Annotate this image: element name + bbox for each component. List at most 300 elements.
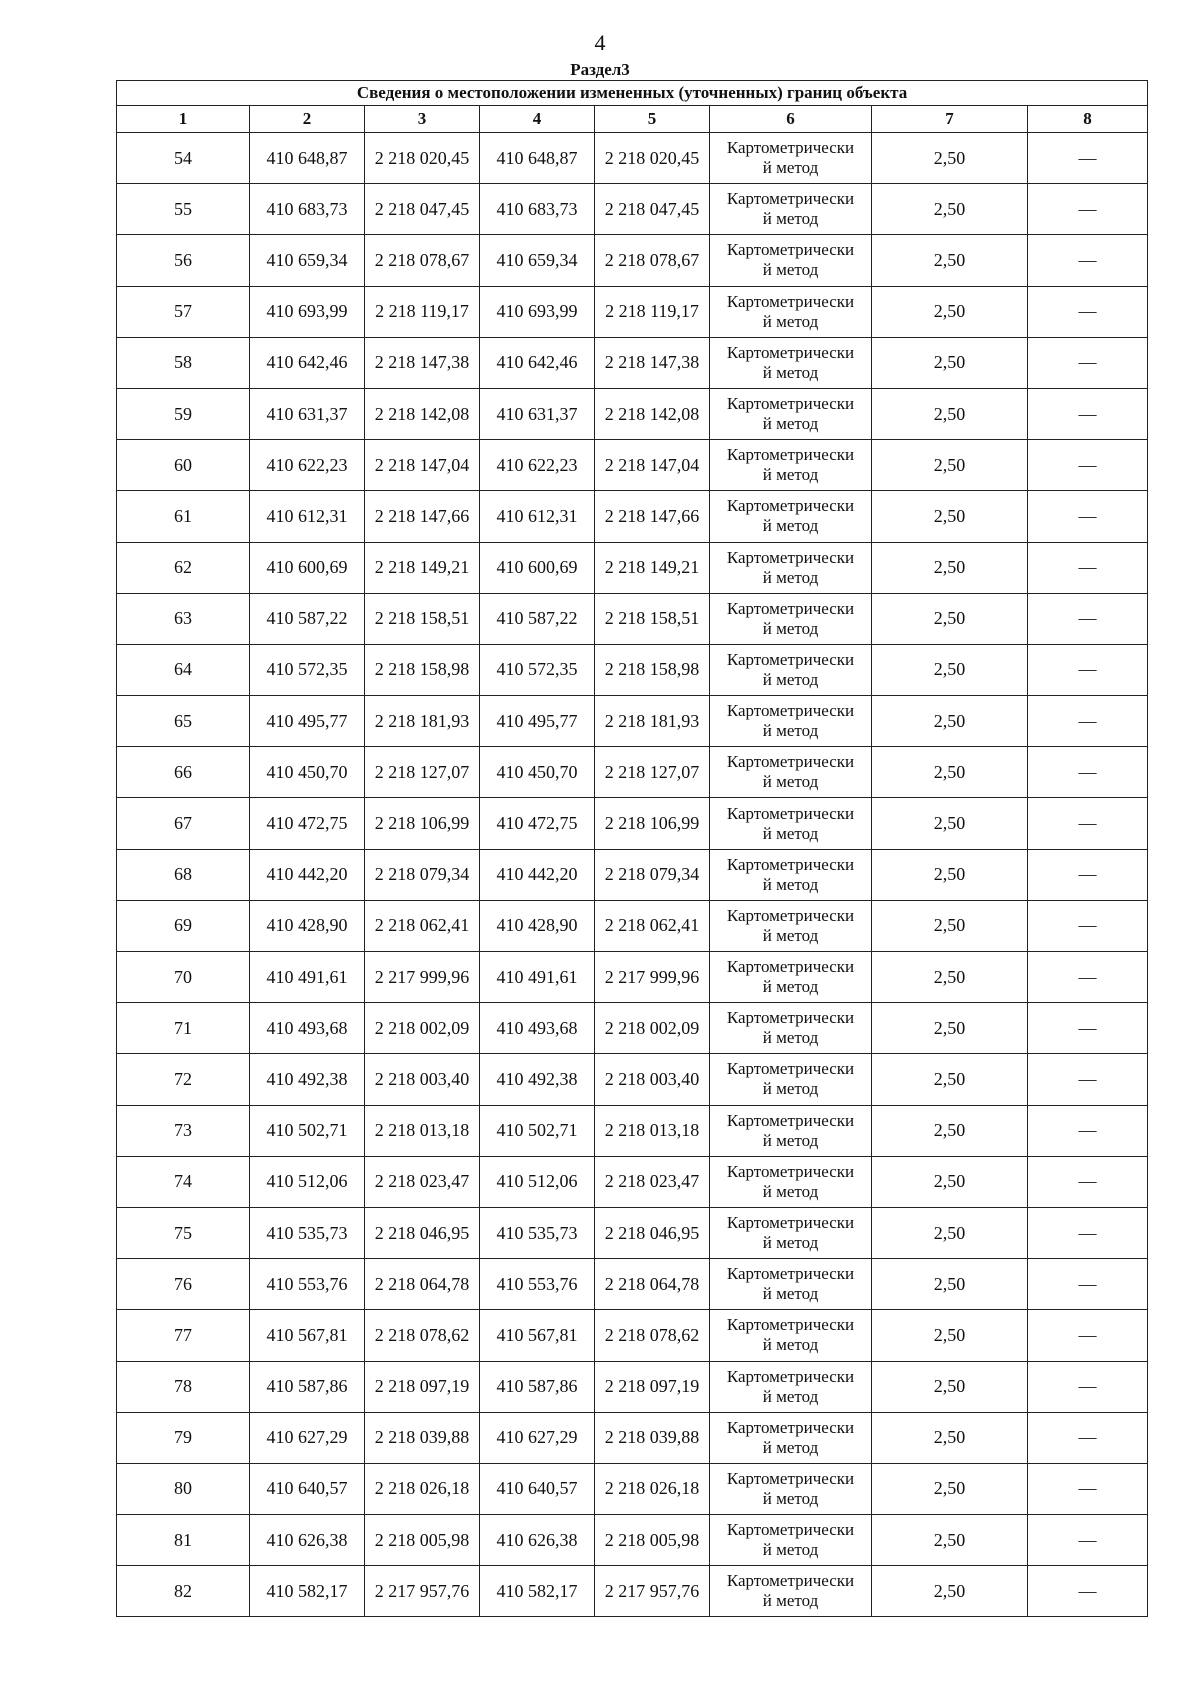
old-x-cell: 410 622,23 <box>250 440 365 491</box>
old-x-cell: 410 612,31 <box>250 491 365 542</box>
method-line-2: й метод <box>762 1488 819 1508</box>
old-x-cell: 410 683,73 <box>250 184 365 235</box>
description-cell: — <box>1028 1003 1148 1054</box>
table-row <box>117 696 1148 747</box>
table-row <box>117 1412 1148 1463</box>
point-number-cell: 74 <box>117 1156 250 1207</box>
old-x-cell: 410 492,38 <box>250 1054 365 1105</box>
new-y-cell: 2 218 106,99 <box>595 798 710 849</box>
description-cell: — <box>1028 184 1148 235</box>
method-line-2: й метод <box>762 311 819 331</box>
accuracy-cell: 2,50 <box>872 1207 1028 1258</box>
new-y-cell: 2 218 097,19 <box>595 1361 710 1412</box>
new-x-cell: 410 512,06 <box>480 1156 595 1207</box>
method-line-2: й метод <box>762 925 819 945</box>
point-number-cell: 55 <box>117 184 250 235</box>
old-x-cell: 410 631,37 <box>250 388 365 439</box>
method-line-2: й метод <box>762 1386 819 1406</box>
method-line-1: Картометрически <box>726 342 855 362</box>
method-line-2: й метод <box>762 414 819 434</box>
new-y-cell: 2 218 119,17 <box>595 286 710 337</box>
description-cell: — <box>1028 849 1148 900</box>
new-x-cell: 410 587,22 <box>480 593 595 644</box>
accuracy-cell: 2,50 <box>872 1105 1028 1156</box>
method-line-2: й метод <box>762 209 819 229</box>
method-line-1: Картометрически <box>726 1213 855 1233</box>
old-x-cell: 410 627,29 <box>250 1412 365 1463</box>
description-cell: — <box>1028 952 1148 1003</box>
point-number-cell: 61 <box>117 491 250 542</box>
new-x-cell: 410 450,70 <box>480 747 595 798</box>
point-number-cell: 64 <box>117 644 250 695</box>
old-x-cell: 410 659,34 <box>250 235 365 286</box>
method-line-2: й метод <box>762 260 819 280</box>
method-cell <box>710 1310 872 1361</box>
new-y-cell: 2 218 142,08 <box>595 388 710 439</box>
old-x-cell: 410 587,22 <box>250 593 365 644</box>
method-line-1: Картометрически <box>726 854 855 874</box>
table-row <box>117 747 1148 798</box>
column-number: 4 <box>480 106 595 133</box>
method-cell <box>710 1361 872 1412</box>
column-number: 5 <box>595 106 710 133</box>
method-line-1: Картометрически <box>726 1520 855 1540</box>
point-number-cell: 54 <box>117 133 250 184</box>
method-cell <box>710 1054 872 1105</box>
column-number: 3 <box>365 106 480 133</box>
new-y-cell: 2 218 064,78 <box>595 1259 710 1310</box>
table-row <box>117 1361 1148 1412</box>
table-row <box>117 1207 1148 1258</box>
new-x-cell: 410 612,31 <box>480 491 595 542</box>
table-row <box>117 1003 1148 1054</box>
new-y-cell: 2 218 062,41 <box>595 900 710 951</box>
point-number-cell: 81 <box>117 1515 250 1566</box>
new-y-cell: 2 218 046,95 <box>595 1207 710 1258</box>
table-row <box>117 900 1148 951</box>
table-row <box>117 235 1148 286</box>
description-cell: — <box>1028 798 1148 849</box>
old-y-cell: 2 218 158,51 <box>365 593 480 644</box>
old-y-cell: 2 217 999,96 <box>365 952 480 1003</box>
accuracy-cell: 2,50 <box>872 952 1028 1003</box>
new-y-cell: 2 218 005,98 <box>595 1515 710 1566</box>
new-y-cell: 2 218 158,51 <box>595 593 710 644</box>
new-x-cell: 410 640,57 <box>480 1463 595 1514</box>
new-x-cell: 410 491,61 <box>480 952 595 1003</box>
point-number-cell: 56 <box>117 235 250 286</box>
description-cell: — <box>1028 1412 1148 1463</box>
table-row <box>117 1566 1148 1617</box>
new-x-cell: 410 587,86 <box>480 1361 595 1412</box>
method-line-2: й метод <box>762 1079 819 1099</box>
description-cell: — <box>1028 1310 1148 1361</box>
method-line-2: й метод <box>762 1130 819 1150</box>
point-number-cell: 80 <box>117 1463 250 1514</box>
new-x-cell: 410 472,75 <box>480 798 595 849</box>
method-line-2: й метод <box>762 516 819 536</box>
page-number: 4 <box>594 30 606 55</box>
old-y-cell: 2 218 142,08 <box>365 388 480 439</box>
old-x-cell: 410 428,90 <box>250 900 365 951</box>
description-cell: — <box>1028 1566 1148 1617</box>
table-row <box>117 1156 1148 1207</box>
table-row <box>117 1259 1148 1310</box>
method-line-1: Картометрически <box>726 496 855 516</box>
method-line-1: Картометрически <box>726 1161 855 1181</box>
method-line-1: Картометрически <box>726 598 855 618</box>
new-y-cell: 2 218 149,21 <box>595 542 710 593</box>
accuracy-cell: 2,50 <box>872 593 1028 644</box>
old-y-cell: 2 218 047,45 <box>365 184 480 235</box>
description-cell: — <box>1028 1515 1148 1566</box>
method-line-2: й метод <box>762 465 819 485</box>
table-row <box>117 849 1148 900</box>
description-cell: — <box>1028 1259 1148 1310</box>
method-cell <box>710 1463 872 1514</box>
method-line-1: Картометрически <box>726 1264 855 1284</box>
accuracy-cell: 2,50 <box>872 1463 1028 1514</box>
method-line-1: Картометрически <box>726 1417 855 1437</box>
method-cell <box>710 747 872 798</box>
accuracy-cell: 2,50 <box>872 235 1028 286</box>
description-cell: — <box>1028 491 1148 542</box>
table-row <box>117 644 1148 695</box>
column-number: 8 <box>1028 106 1148 133</box>
method-line-2: й метод <box>762 1540 819 1560</box>
method-line-1: Картометрически <box>726 905 855 925</box>
method-cell <box>710 798 872 849</box>
old-x-cell: 410 582,17 <box>250 1566 365 1617</box>
new-y-cell: 2 217 999,96 <box>595 952 710 1003</box>
accuracy-cell: 2,50 <box>872 1566 1028 1617</box>
point-number-cell: 58 <box>117 337 250 388</box>
new-y-cell: 2 218 078,62 <box>595 1310 710 1361</box>
description-cell: — <box>1028 440 1148 491</box>
method-cell <box>710 1566 872 1617</box>
new-y-cell: 2 218 079,34 <box>595 849 710 900</box>
table-row <box>117 440 1148 491</box>
method-line-2: й метод <box>762 874 819 894</box>
new-x-cell: 410 502,71 <box>480 1105 595 1156</box>
new-y-cell: 2 218 002,09 <box>595 1003 710 1054</box>
old-y-cell: 2 218 020,45 <box>365 133 480 184</box>
method-cell <box>710 286 872 337</box>
new-x-cell: 410 693,99 <box>480 286 595 337</box>
table-row <box>117 388 1148 439</box>
method-cell <box>710 184 872 235</box>
point-number-cell: 59 <box>117 388 250 439</box>
old-y-cell: 2 218 003,40 <box>365 1054 480 1105</box>
accuracy-cell: 2,50 <box>872 1310 1028 1361</box>
old-x-cell: 410 442,20 <box>250 849 365 900</box>
new-y-cell: 2 218 147,66 <box>595 491 710 542</box>
old-x-cell: 410 493,68 <box>250 1003 365 1054</box>
old-y-cell: 2 218 064,78 <box>365 1259 480 1310</box>
new-y-cell: 2 218 013,18 <box>595 1105 710 1156</box>
old-y-cell: 2 218 149,21 <box>365 542 480 593</box>
table-row <box>117 133 1148 184</box>
method-cell <box>710 1412 872 1463</box>
method-line-1: Картометрически <box>726 394 855 414</box>
description-cell: — <box>1028 1361 1148 1412</box>
old-y-cell: 2 218 097,19 <box>365 1361 480 1412</box>
point-number-cell: 63 <box>117 593 250 644</box>
old-x-cell: 410 642,46 <box>250 337 365 388</box>
new-y-cell: 2 218 181,93 <box>595 696 710 747</box>
old-y-cell: 2 218 147,66 <box>365 491 480 542</box>
description-cell: — <box>1028 1463 1148 1514</box>
column-number: 2 <box>250 106 365 133</box>
new-y-cell: 2 217 957,76 <box>595 1566 710 1617</box>
new-y-cell: 2 218 020,45 <box>595 133 710 184</box>
table-row <box>117 1515 1148 1566</box>
new-y-cell: 2 218 026,18 <box>595 1463 710 1514</box>
method-line-1: Картометрически <box>726 1468 855 1488</box>
method-line-1: Картометрически <box>726 649 855 669</box>
method-line-2: й метод <box>762 977 819 997</box>
method-line-1: Картометрически <box>726 752 855 772</box>
old-y-cell: 2 218 078,62 <box>365 1310 480 1361</box>
method-line-2: й метод <box>762 1181 819 1201</box>
method-line-2: й метод <box>762 669 819 689</box>
column-number: 7 <box>872 106 1028 133</box>
old-y-cell: 2 218 023,47 <box>365 1156 480 1207</box>
method-cell <box>710 388 872 439</box>
method-line-2: й метод <box>762 362 819 382</box>
description-cell: — <box>1028 1156 1148 1207</box>
table-row <box>117 1310 1148 1361</box>
old-y-cell: 2 218 062,41 <box>365 900 480 951</box>
table-row <box>117 952 1148 1003</box>
method-cell <box>710 849 872 900</box>
method-cell <box>710 491 872 542</box>
old-x-cell: 410 626,38 <box>250 1515 365 1566</box>
old-x-cell: 410 640,57 <box>250 1463 365 1514</box>
accuracy-cell: 2,50 <box>872 696 1028 747</box>
point-number-cell: 60 <box>117 440 250 491</box>
description-cell: — <box>1028 696 1148 747</box>
boundary-table <box>116 80 1148 1617</box>
method-line-1: Картометрически <box>726 803 855 823</box>
new-y-cell: 2 218 158,98 <box>595 644 710 695</box>
method-cell <box>710 696 872 747</box>
description-cell: — <box>1028 593 1148 644</box>
description-cell: — <box>1028 286 1148 337</box>
point-number-cell: 72 <box>117 1054 250 1105</box>
method-cell <box>710 593 872 644</box>
old-x-cell: 410 450,70 <box>250 747 365 798</box>
point-number-cell: 69 <box>117 900 250 951</box>
method-cell <box>710 1003 872 1054</box>
table-row <box>117 798 1148 849</box>
method-line-2: й метод <box>762 618 819 638</box>
point-number-cell: 77 <box>117 1310 250 1361</box>
method-line-2: й метод <box>762 721 819 741</box>
old-y-cell: 2 218 147,04 <box>365 440 480 491</box>
old-x-cell: 410 600,69 <box>250 542 365 593</box>
new-y-cell: 2 218 023,47 <box>595 1156 710 1207</box>
method-line-2: й метод <box>762 1335 819 1355</box>
table-body <box>117 133 1148 1617</box>
description-cell: — <box>1028 388 1148 439</box>
new-x-cell: 410 659,34 <box>480 235 595 286</box>
point-number-cell: 57 <box>117 286 250 337</box>
method-line-2: й метод <box>762 1028 819 1048</box>
new-x-cell: 410 535,73 <box>480 1207 595 1258</box>
accuracy-cell: 2,50 <box>872 1259 1028 1310</box>
old-x-cell: 410 472,75 <box>250 798 365 849</box>
old-y-cell: 2 218 026,18 <box>365 1463 480 1514</box>
old-x-cell: 410 491,61 <box>250 952 365 1003</box>
accuracy-cell: 2,50 <box>872 1361 1028 1412</box>
description-cell: — <box>1028 644 1148 695</box>
point-number-cell: 79 <box>117 1412 250 1463</box>
column-number: 6 <box>710 106 872 133</box>
old-x-cell: 410 553,76 <box>250 1259 365 1310</box>
method-cell <box>710 1156 872 1207</box>
method-line-2: й метод <box>762 1233 819 1253</box>
new-x-cell: 410 553,76 <box>480 1259 595 1310</box>
method-cell <box>710 337 872 388</box>
point-number-cell: 78 <box>117 1361 250 1412</box>
method-line-1: Картометрически <box>726 547 855 567</box>
point-number-cell: 70 <box>117 952 250 1003</box>
method-line-1: Картометрически <box>726 291 855 311</box>
old-y-cell: 2 218 158,98 <box>365 644 480 695</box>
accuracy-cell: 2,50 <box>872 184 1028 235</box>
old-y-cell: 2 218 079,34 <box>365 849 480 900</box>
method-line-1: Картометрически <box>726 1315 855 1335</box>
method-line-1: Картометрически <box>726 1008 855 1028</box>
new-x-cell: 410 492,38 <box>480 1054 595 1105</box>
old-x-cell: 410 535,73 <box>250 1207 365 1258</box>
method-line-1: Картометрически <box>726 957 855 977</box>
point-number-cell: 67 <box>117 798 250 849</box>
old-x-cell: 410 495,77 <box>250 696 365 747</box>
old-y-cell: 2 218 002,09 <box>365 1003 480 1054</box>
method-line-2: й метод <box>762 772 819 792</box>
accuracy-cell: 2,50 <box>872 798 1028 849</box>
new-x-cell: 410 631,37 <box>480 388 595 439</box>
new-y-cell: 2 218 147,04 <box>595 440 710 491</box>
accuracy-cell: 2,50 <box>872 644 1028 695</box>
table-caption: Сведения о местоположении измененных (уточненных) границ объекта <box>117 81 1148 106</box>
new-x-cell: 410 493,68 <box>480 1003 595 1054</box>
old-x-cell: 410 502,71 <box>250 1105 365 1156</box>
table-row <box>117 286 1148 337</box>
point-number-cell: 76 <box>117 1259 250 1310</box>
new-x-cell: 410 626,38 <box>480 1515 595 1566</box>
accuracy-cell: 2,50 <box>872 542 1028 593</box>
point-number-cell: 66 <box>117 747 250 798</box>
old-y-cell: 2 217 957,76 <box>365 1566 480 1617</box>
new-x-cell: 410 572,35 <box>480 644 595 695</box>
accuracy-cell: 2,50 <box>872 747 1028 798</box>
old-x-cell: 410 572,35 <box>250 644 365 695</box>
method-line-1: Картометрически <box>726 1110 855 1130</box>
method-line-1: Картометрически <box>726 189 855 209</box>
new-x-cell: 410 600,69 <box>480 542 595 593</box>
new-x-cell: 410 648,87 <box>480 133 595 184</box>
new-x-cell: 410 442,20 <box>480 849 595 900</box>
table-row <box>117 593 1148 644</box>
description-cell: — <box>1028 1207 1148 1258</box>
old-y-cell: 2 218 046,95 <box>365 1207 480 1258</box>
point-number-cell: 68 <box>117 849 250 900</box>
point-number-cell: 75 <box>117 1207 250 1258</box>
method-line-1: Картометрически <box>726 138 855 158</box>
new-y-cell: 2 218 003,40 <box>595 1054 710 1105</box>
method-cell <box>710 952 872 1003</box>
method-cell <box>710 235 872 286</box>
accuracy-cell: 2,50 <box>872 900 1028 951</box>
old-y-cell: 2 218 181,93 <box>365 696 480 747</box>
old-y-cell: 2 218 106,99 <box>365 798 480 849</box>
table-caption-row <box>117 81 1148 106</box>
method-cell <box>710 542 872 593</box>
method-cell <box>710 1515 872 1566</box>
old-y-cell: 2 218 147,38 <box>365 337 480 388</box>
new-x-cell: 410 642,46 <box>480 337 595 388</box>
description-cell: — <box>1028 1105 1148 1156</box>
old-x-cell: 410 587,86 <box>250 1361 365 1412</box>
old-y-cell: 2 218 039,88 <box>365 1412 480 1463</box>
new-y-cell: 2 218 047,45 <box>595 184 710 235</box>
description-cell: — <box>1028 235 1148 286</box>
old-x-cell: 410 567,81 <box>250 1310 365 1361</box>
new-y-cell: 2 218 039,88 <box>595 1412 710 1463</box>
table-row <box>117 1054 1148 1105</box>
method-line-1: Картометрически <box>726 240 855 260</box>
description-cell: — <box>1028 542 1148 593</box>
method-cell <box>710 1105 872 1156</box>
old-x-cell: 410 512,06 <box>250 1156 365 1207</box>
new-x-cell: 410 627,29 <box>480 1412 595 1463</box>
method-line-2: й метод <box>762 1437 819 1457</box>
accuracy-cell: 2,50 <box>872 1412 1028 1463</box>
accuracy-cell: 2,50 <box>872 1054 1028 1105</box>
method-line-2: й метод <box>762 1591 819 1611</box>
method-line-1: Картометрически <box>726 445 855 465</box>
method-line-2: й метод <box>762 567 819 587</box>
point-number-cell: 71 <box>117 1003 250 1054</box>
new-x-cell: 410 567,81 <box>480 1310 595 1361</box>
column-number: 1 <box>117 106 250 133</box>
method-line-2: й метод <box>762 1284 819 1304</box>
new-x-cell: 410 622,23 <box>480 440 595 491</box>
description-cell: — <box>1028 1054 1148 1105</box>
description-cell: — <box>1028 900 1148 951</box>
method-cell <box>710 1207 872 1258</box>
method-line-1: Картометрически <box>726 1366 855 1386</box>
accuracy-cell: 2,50 <box>872 849 1028 900</box>
new-x-cell: 410 495,77 <box>480 696 595 747</box>
point-number-cell: 82 <box>117 1566 250 1617</box>
method-cell <box>710 1259 872 1310</box>
table-row <box>117 337 1148 388</box>
new-x-cell: 410 428,90 <box>480 900 595 951</box>
new-y-cell: 2 218 078,67 <box>595 235 710 286</box>
table-row <box>117 184 1148 235</box>
old-y-cell: 2 218 013,18 <box>365 1105 480 1156</box>
method-cell <box>710 440 872 491</box>
point-number-cell: 73 <box>117 1105 250 1156</box>
accuracy-cell: 2,50 <box>872 133 1028 184</box>
accuracy-cell: 2,50 <box>872 440 1028 491</box>
accuracy-cell: 2,50 <box>872 286 1028 337</box>
table-row <box>117 542 1148 593</box>
